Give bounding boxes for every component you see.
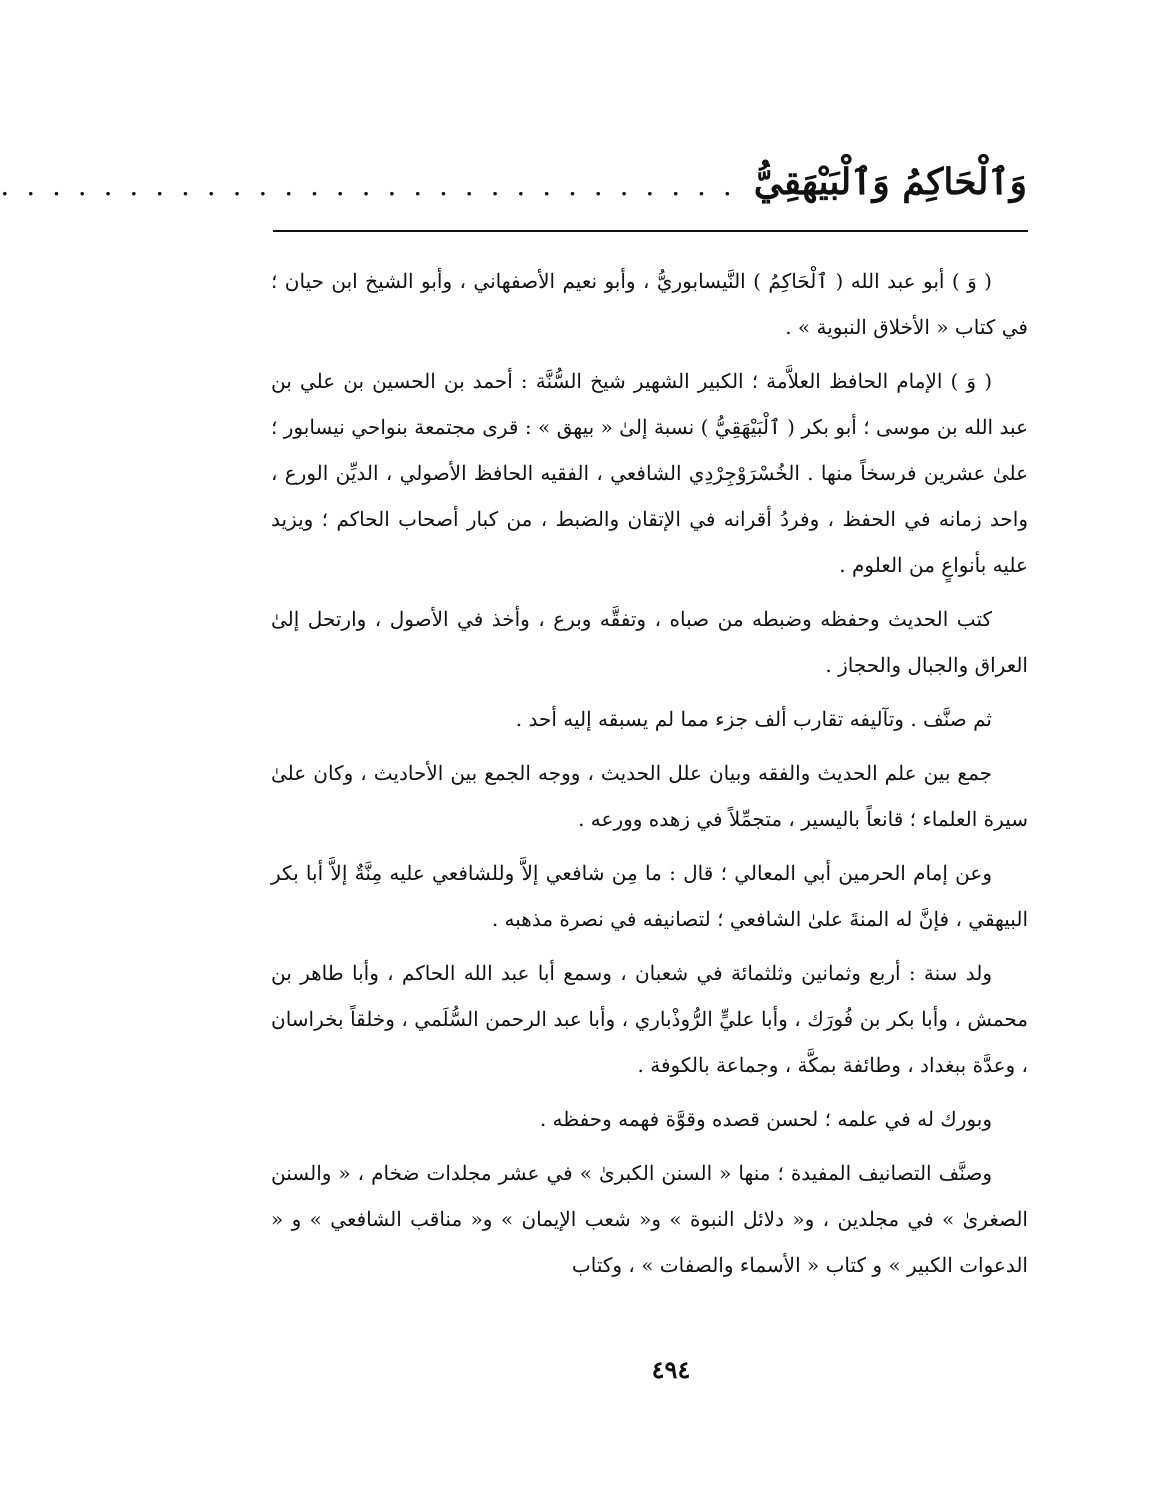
header-leader-dots: . . . . . . . . . . . . . . . . . . . . . . . . . . . . . bbox=[0, 169, 736, 202]
paragraph-compositions: وصنَّف التصانيف المفيدة ؛ منها « السنن الكبرىٰ » في عشر مجلدات ضخام ، « والسنن الصغرىٰ » في مجلدين ، و« دلائل النبوة » و« شعب الإيمان » و« مناقب الشافعي » و « الدعوات الكبير » و كتاب « الأسماء والصفات » ، وكتاب bbox=[271, 1161, 1028, 1277]
paragraph-imam-haramayn: وعن إمام الحرمين أبي المعالي ؛ قال : ما مِن شافعي إلاَّ وللشافعي عليه مِنَّةٌ إلاَّ أبا بكر البيهقي ، فإنَّ له المنةَ علىٰ الشافعي ؛ لتصانيفه في نصرة مذهبه . bbox=[271, 861, 1028, 931]
running-header bbox=[0, 140, 1027, 203]
header-rule bbox=[273, 230, 1028, 232]
paragraph-birth-teachers: ولد سنة : أربع وثمانين وثلثمائة في شعبان ، وسمع أبا عبد الله الحاكم ، وأبا طاهر بن محمش ، وأبا بكر بن فُورَك ، وأبا عليٍّ الرُّوذْباري ، وأبا عبد الرحمن السُّلَمي ، وخلقاً بخراسان ، وعدَّة ببغداد ، وطائفة بمكَّة ، وجماعة بالكوفة . bbox=[271, 961, 1029, 1077]
paragraph-works-count: ثم صنَّف . وتآليفه تقارب ألف جزء مما لم يسبقه إليه أحد . bbox=[515, 707, 992, 731]
paragraph-hakim: ( وَ ) أبو عبد الله ( ٱلْحَاكِمُ ) النَّيسابوريُّ ، وأبو نعيم الأصفهاني ، وأبو الشيخ ابن حيان ؛ في كتاب « الأخلاق النبوية » . bbox=[271, 269, 1028, 339]
paragraph-hadith-study: كتب الحديث وحفظه وضبطه من صباه ، وتفقَّه وبرع ، وأخذ في الأصول ، وارتحل إلىٰ العراق والجبال والحجاز . bbox=[271, 607, 1028, 677]
paragraph-bayhaqi-intro: ( وَ ) الإمام الحافظ العلاَّمة ؛ الكبير الشهير شيخ السُّنَّة : أحمد بن الحسين بن علي بن عبد الله بن موسى ؛ أبو بكر ( ٱلْبَيْهَقِيُّ ) نسبة إلىٰ « بيهق » : قرى مجتمعة بنواحي نيسابور ؛ علىٰ عشرين فرسخاً منها . الخُسْرَوْجِرْدِي الشافعي ، الفقيه الحافظ الأصولي ، الديِّن الورع ، واحد زمانه في الحفظ ، وفردُ أقرانه في الإتقان والضبط ، من كبار أصحاب الحاكم ؛ ويزيد عليه بأنواعٍ من العلوم . bbox=[271, 369, 1028, 577]
paragraph-method: جمع بين علم الحديث والفقه وبيان علل الحديث ، ووجه الجمع بين الأحاديث ، وكان علىٰ سيرة العلماء ؛ قانعاً باليسير ، متجمِّلاً في زهده وورعه . bbox=[271, 761, 1028, 831]
body-text bbox=[271, 258, 1028, 1296]
header-title: وَٱلْحَاكِمُ وَٱلْبَيْهَقِيُّ bbox=[753, 161, 1027, 203]
page-number: ٤٩٤ bbox=[651, 1355, 691, 1384]
paragraph-blessing: وبورك له في علمه ؛ لحسن قصده وقوَّة فهمه وحفظه . bbox=[539, 1107, 992, 1131]
